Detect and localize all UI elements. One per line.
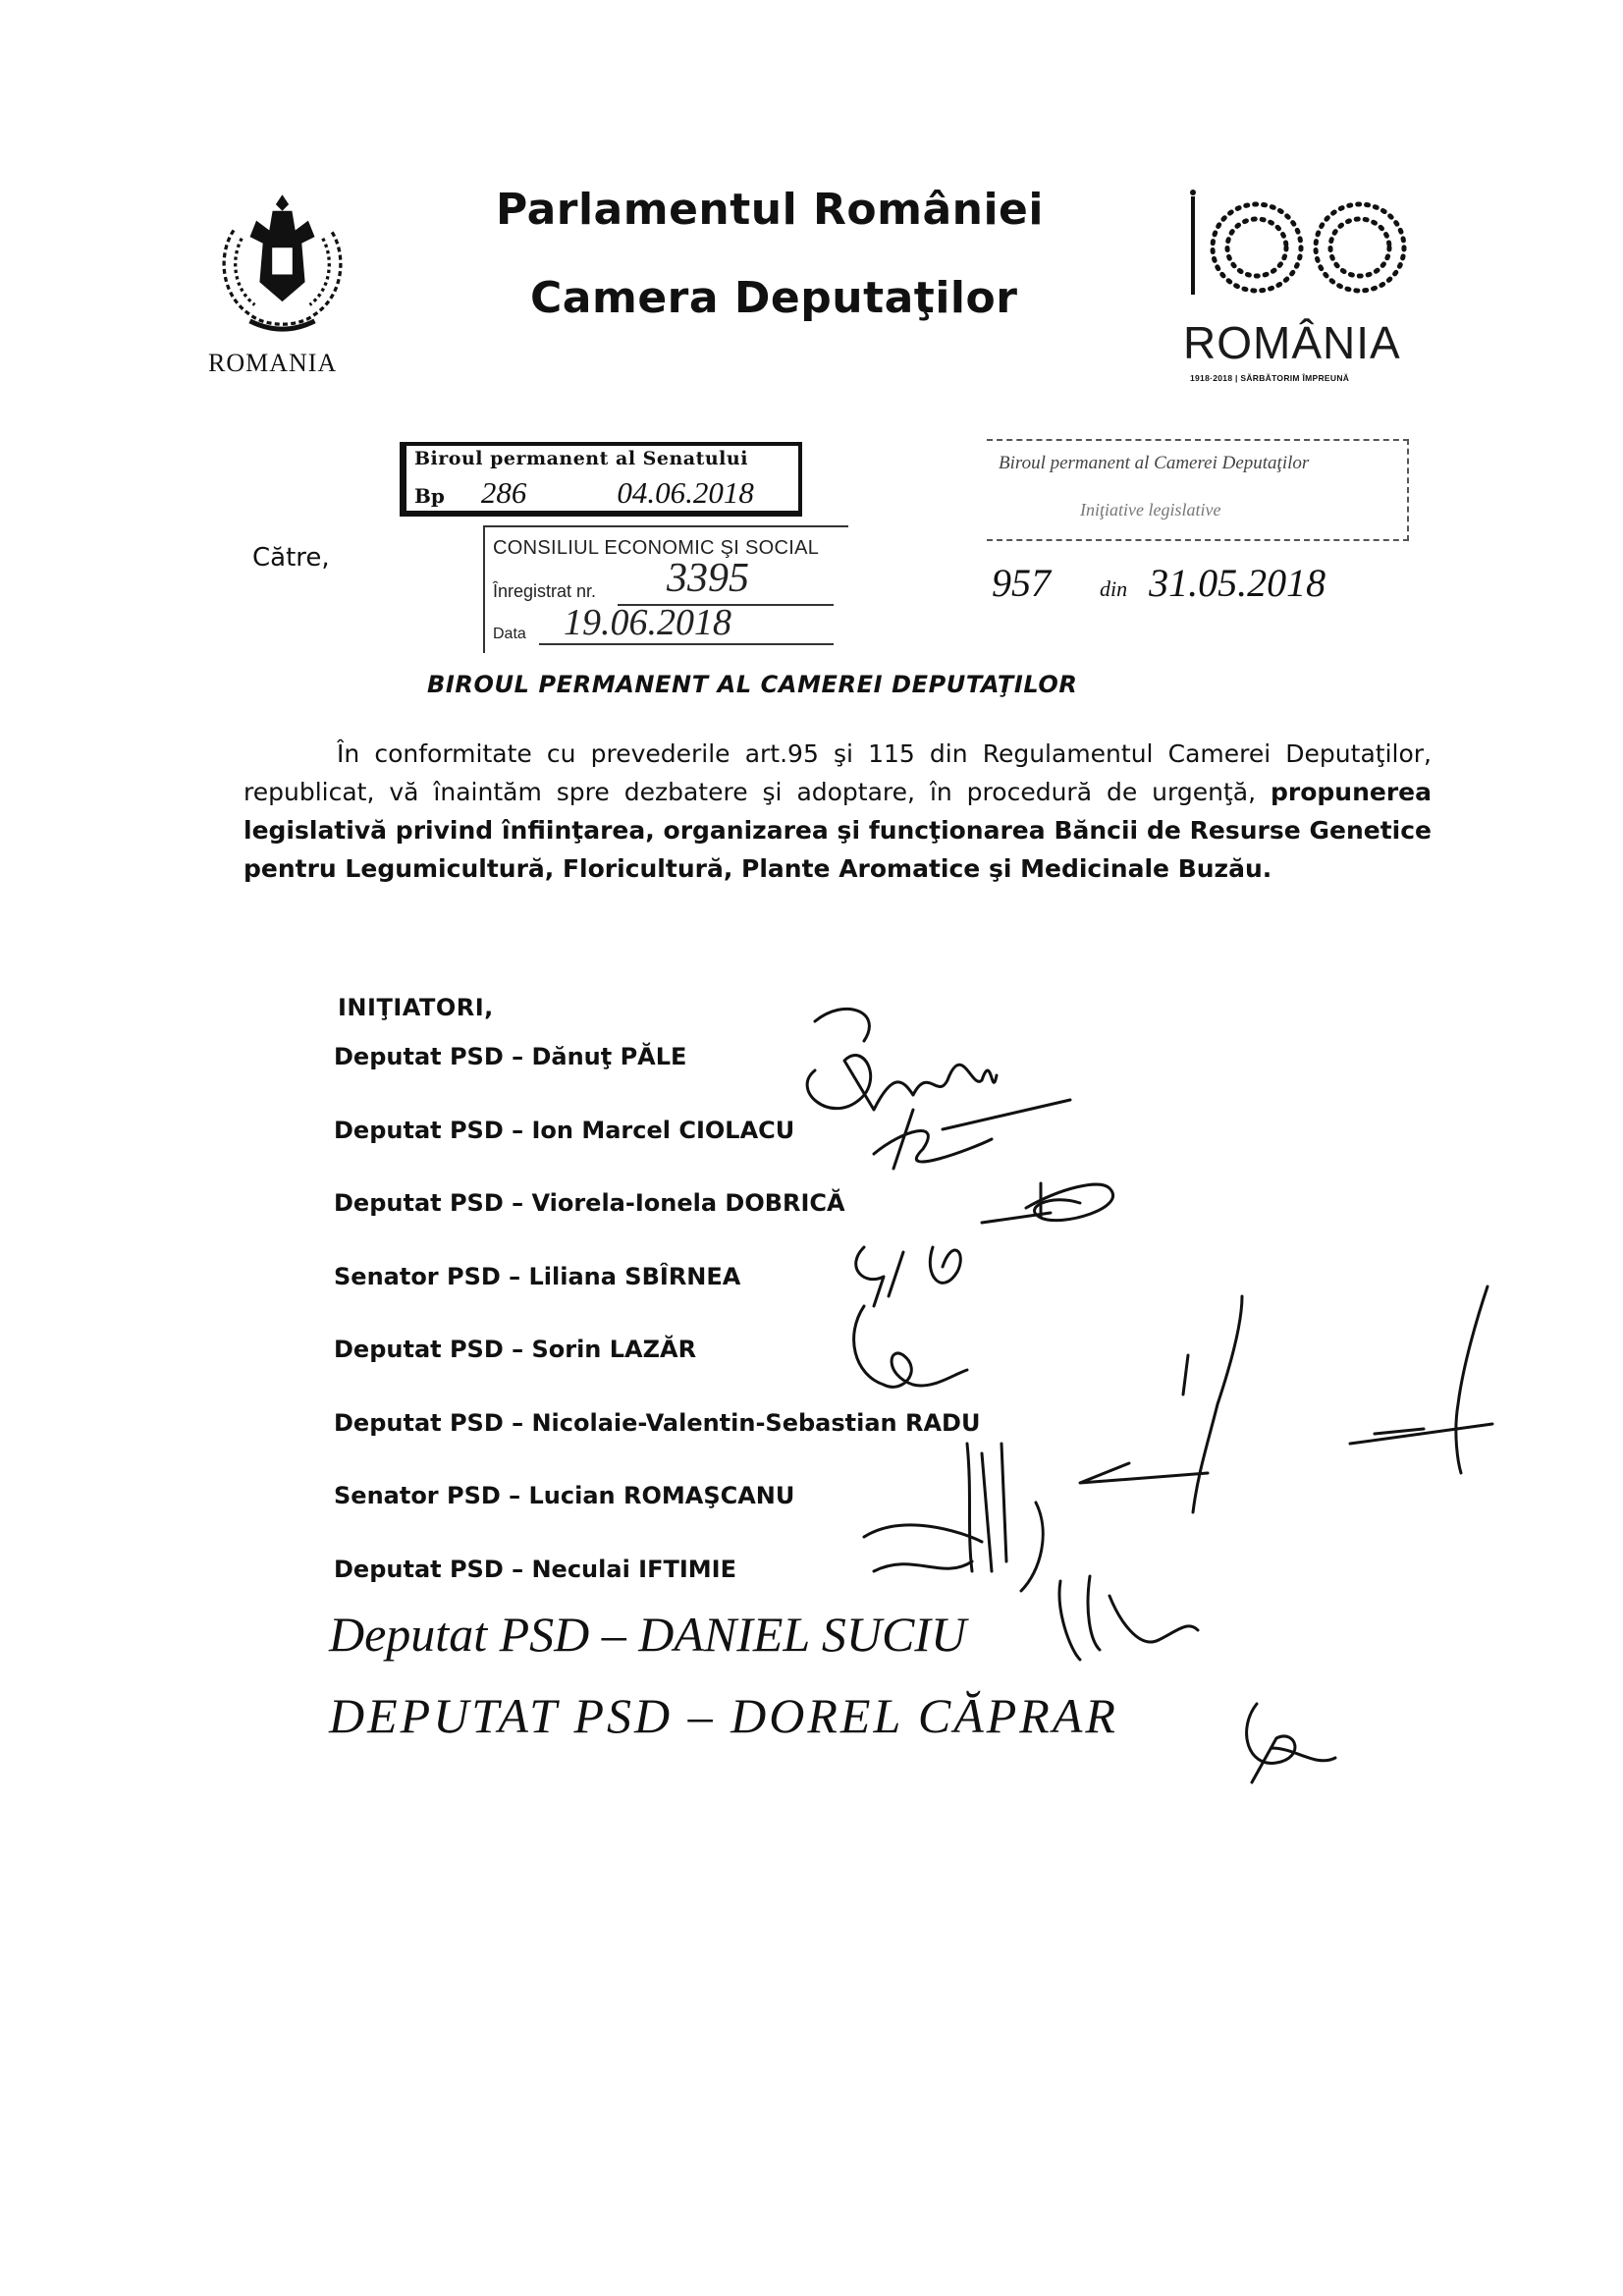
initiators-title: INIŢIATORI,	[338, 994, 494, 1021]
handwritten-initiator: Deputat PSD – DANIEL SUCIU	[329, 1607, 967, 1662]
signature-10	[1247, 1704, 1335, 1782]
ces-registration-stamp	[483, 525, 848, 653]
letter-body	[243, 735, 1432, 888]
list-item: Deputat PSD – Dănuţ PĂLE	[334, 1043, 687, 1070]
list-item: Deputat PSD – Viorela-Ionela DOBRICĂ	[334, 1189, 845, 1217]
senate-registration-stamp	[400, 442, 802, 517]
senate-stamp-label: Biroul permanent al Senatului	[414, 448, 748, 469]
handwritten-initiator: DEPUTAT PSD – DOREL CĂPRAR	[329, 1688, 1118, 1743]
centenary-100-logo-icon	[1183, 187, 1419, 309]
parliament-title: Parlamentul României	[496, 185, 1044, 235]
senate-stamp-number: 286	[480, 475, 527, 510]
ces-registration-label: Înregistrat nr.	[493, 581, 597, 601]
chamber-title: Camera Deputaţilor	[530, 273, 1018, 323]
ces-date-label: Data	[493, 626, 526, 642]
list-item: Senator PSD – Lucian ROMAŞCANU	[334, 1482, 795, 1509]
ces-registration-number: 3395	[667, 556, 749, 601]
chamber-stamp-date: 31.05.2018	[1149, 561, 1326, 605]
chamber-stamp-sublabel: Iniţiative legislative	[1080, 500, 1221, 519]
senate-stamp-date: 04.06.2018	[617, 475, 754, 510]
centenary-logo-tagline: 1918·2018 | SĂRBĂTORIM ÎMPREUNĂ	[1190, 373, 1350, 383]
ces-date: 19.06.2018	[564, 602, 731, 643]
letter-body-proposal: propunerea legislativă privind înfiinţarea, organizarea şi funcţionarea Băncii de Resurse Genetice pentru Legumicultură, Floricultură, Plante Aromatice şi Medicinale Buzău.	[243, 778, 1432, 883]
addressee: BIROUL PERMANENT AL CAMEREI DEPUTAŢILOR	[427, 671, 1078, 698]
crest-caption: ROMANIA	[208, 349, 338, 377]
chamber-registration-stamp	[987, 439, 1409, 541]
senate-stamp-entry	[414, 475, 754, 511]
letter-body-intro: În conformitate cu prevederile art.95 şi 115 din Regulamentul Camerei Deputaţilor, republicat, vă înaintăm spre dezbatere şi adoptare, în procedură de urgenţă,	[243, 739, 1432, 806]
senate-stamp-prefix: Bp	[414, 484, 445, 508]
chamber-stamp-entry	[992, 560, 1325, 606]
list-item: Deputat PSD – Neculai IFTIMIE	[334, 1555, 736, 1583]
list-item: Senator PSD – Liliana SBÎRNEA	[334, 1262, 741, 1290]
initiators-list	[334, 1039, 1217, 1624]
signature-7	[1350, 1286, 1492, 1473]
list-item: Deputat PSD – Ion Marcel CIOLACU	[334, 1116, 795, 1144]
centenary-logo-name: ROMÂNIA	[1183, 317, 1401, 368]
chamber-stamp-date-prefix: din	[1100, 576, 1128, 601]
salutation: Către,	[252, 543, 330, 573]
ces-stamp-label: CONSILIUL ECONOMIC ŞI SOCIAL	[493, 537, 820, 559]
coat-of-arms-icon	[201, 182, 363, 344]
list-item: Deputat PSD – Sorin LAZĂR	[334, 1336, 697, 1363]
chamber-stamp-label: Biroul permanent al Camerei Deputaţilor	[999, 453, 1310, 473]
list-item: Deputat PSD – Nicolaie-Valentin-Sebastian RADU	[334, 1408, 981, 1437]
chamber-stamp-number: 957	[992, 561, 1051, 605]
